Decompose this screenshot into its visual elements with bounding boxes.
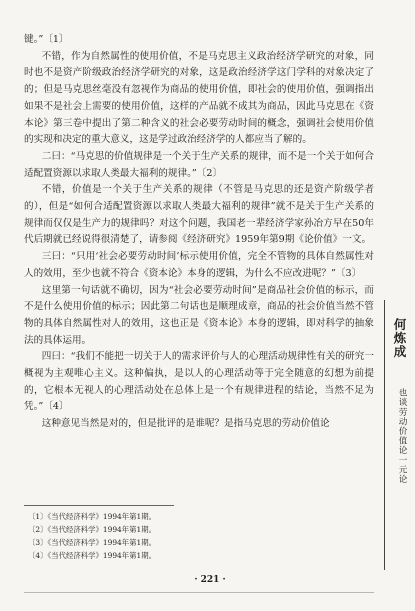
running-title: 也谈劳动价值论一元论 xyxy=(397,388,407,484)
paragraph: 三曰：“只用‘社会必要劳动时间’标示使用价值，完全不管物的具体自然属性对人的效用，至少也就不符合《资本论》本身的逻辑，为什么不应改进呢？”〔3〕 xyxy=(24,251,374,279)
footnote: 〔2〕《当代经济科学》1994年第1期。 xyxy=(28,525,156,534)
footnote-list xyxy=(28,510,358,562)
paragraph: 这里第一句话就不确切，因为“社会必要劳动时间”是商品社会价值的标示，而不是什么使用价值的标示；因此第二句话也是顺理成章，商品的社会价值当然不管物的具体自然属性对人的效用，这也正是《资本论》本身的逻辑，即对科学的抽象法的具体运用。 xyxy=(24,284,374,346)
body-text xyxy=(24,32,374,433)
author-name: 何炼成 xyxy=(392,318,407,359)
paragraph: 键。”〔1〕 xyxy=(24,34,69,45)
bottom-divider xyxy=(24,592,374,593)
paragraph: 四曰：“我们不能把一切关于人的需求评价与人的心理活动规律性有关的研究一概视为主观唯心主义。这种偏执，是以人的心理活动等于完全随意的幻想为前提的，它根本无视人的心理活动处在总体上是一个有规律进程的结论，当然不足为凭。”〔4〕 xyxy=(24,351,374,413)
footnote: 〔4〕《当代经济科学》1994年第1期。 xyxy=(28,551,156,560)
paragraph: 不错，价值是一个关于生产关系的规律（不管是马克思的还是资产阶级学者的），但是“如何合适配置资源以求取人类最大福利的规律”就不是关于生产关系的规律而仅仅是生产力的规律吗？对这个问题，我国老一辈经济学家孙冶方早在50年代后期就已经说得很清楚了，请参阅《经济研究》1959年第9期《论价值》一文。 xyxy=(24,184,374,246)
page-number: · 221 · xyxy=(194,575,226,585)
paragraph: 这种意见当然是对的，但是批评的是谁呢？是指马克思的劳动价值论 xyxy=(41,418,330,430)
footnote-divider xyxy=(24,505,174,506)
side-divider xyxy=(384,300,385,570)
footnote: 〔1〕《当代经济科学》1994年第1期。 xyxy=(28,512,156,521)
paragraph: 二曰：“马克思的价值规律是一个关于生产关系的规律，而不是一个关于如何合适配置资源以求取人类最大福利的规律。”〔2〕 xyxy=(24,150,374,179)
paragraph: 不错，作为自然属性的使用价值，不是马克思主义政治经济学研究的对象，同时也不是资产阶级政治经济学研究的对象，这是政治经济学这门学科的对象决定了的；但是马克思丝毫没有忽视作为商品的使用价值，即社会的使用价值，强调指出如果不是社会上需要的使用价值，这样的产品就不成其为商品，因此马克思在《资本论》第三卷中提出了第二种含义的社会必要劳动时间的概念，强调社会使用价值的实现和决定的重大意义，这是学过政治经济学的人都应当了解的。 xyxy=(24,50,374,146)
footnote: 〔3〕《当代经济科学》1994年第1期。 xyxy=(28,538,156,547)
